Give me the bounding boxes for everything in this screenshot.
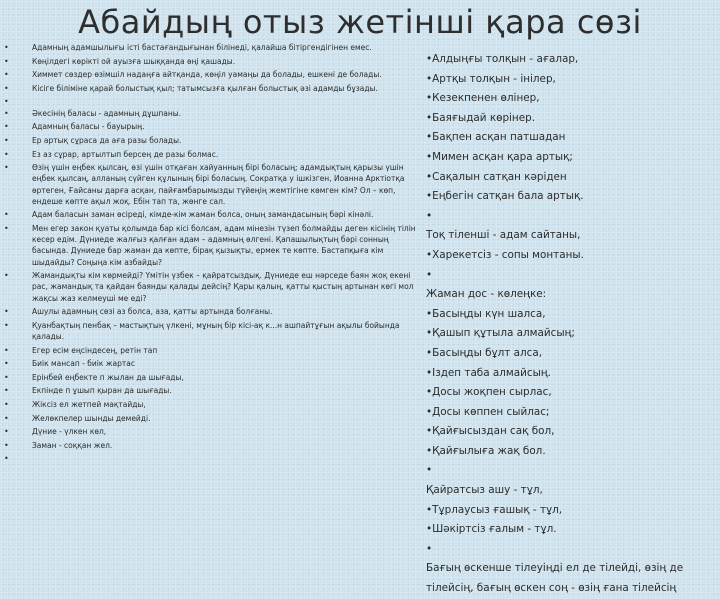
text-line: Жаман дос - көлеңке: [426, 288, 547, 301]
list-item: • Жамандықты кім көрмейді? Үмітін үзбек – қайратсыздық. Дүниеде еш нәрседе баян жоқ екені рас, жамандық та қайдан баянды қалады дейсің? Қары қалың, қатты қыстың артынан көгі мол жақсы жаз келмеуші ме еді? [4, 270, 416, 304]
text-line: •Іздеп таба алмайсың. [426, 366, 551, 379]
list-item: • Мен егер закон қуаты қолымда бар кісі болсам, адам мінезін түзеп болмайды деген кісінің тілін кесер едім. Дүниеде жалғыз қалған адам – адамның өлгені. Қапашылықтың бәрі сонның басында. Дүниеде бар жаман да көпте, бірақ қызықты, ермек те көпте. Бастапқыға кім шыдайды? Соңыңа кім азбайды? [4, 223, 416, 268]
list-item: • Адам баласын заман өсіреді, кімде-кім жаман болса, оның замандасының бәрі кінәлі. [4, 209, 416, 220]
list-item: • Дүние - үлкен көл, [4, 426, 416, 437]
text-line: •Қайғысыздан сақ бол, [426, 425, 555, 438]
text-line: •Басыңды бұлт алса, [426, 346, 543, 359]
list-item: • Адамның баласы - бауырың. [4, 121, 416, 132]
text-line: • [426, 209, 433, 222]
text-line: •Қайғылыға жақ бол. [426, 444, 546, 457]
list-item: • Химмет сөздер өзімшіл надаңға айтқанда, көңіл уамаңы да болады, ешкені де болады. [4, 69, 416, 80]
text-line: •Сақалын сатқан кәріден [426, 170, 567, 183]
text-line: Қайратсыз ашу - тұл, [426, 484, 543, 497]
list-item: • Қуанбақтың пенбақ – мастықтың үлкені, мұның бір кісі-ақ к...н ашпайтұғын ақылы бойында қалады. [4, 320, 416, 342]
left-column [4, 42, 416, 465]
list-item: • Жіксіз ел жетпей мақтайды, [4, 399, 416, 410]
text-line: •Кезекпенен өлінер, [426, 92, 540, 105]
text-line: •Досы көппен сыйлас; [426, 405, 550, 418]
list-item: • Ерінбей еңбекте п жылан да шығады, [4, 372, 416, 383]
text-line: •Бақпен асқан патшадан [426, 131, 566, 144]
page-title: Абайдың отыз жетінші қара сөзі [78, 3, 642, 41]
text-line: •Басыңды күн шалса, [426, 307, 546, 320]
text-line: •Баяғыдай көрінер. [426, 111, 536, 124]
list-item: • Желөкпелер шынды демейді. [4, 413, 416, 424]
text-line: • [426, 464, 433, 477]
text-line: •Еңбегін сатқан бала артық. [426, 190, 584, 203]
list-item: • Әкесінің баласы - адамның дұшпаны. [4, 108, 416, 119]
list-item: • Ез аз сұрар, артылтып берсең де разы болмас. [4, 149, 416, 160]
text-line: • [426, 268, 433, 281]
text-line: •Тұрлаусыз ғашық - тұл, [426, 503, 563, 516]
right-column [426, 50, 716, 599]
list-item: • Биік мансап - биік жартас [4, 358, 416, 369]
list-item: • Заман - соққан жел. [4, 440, 416, 451]
text-line: Тоқ тіленші - адам сайтаны, [426, 229, 581, 242]
list-item: • Ер артық сұраса да аға разы болады. [4, 135, 416, 146]
list-item: • Өзің үшін еңбек қылсаң, өзі үшін отқаған хайуанның бірі боласың; адамдықтың қарызы үшін еңбек қылсаң, алланың сүйген құлының бірі боласың. Сократқа у ішкізген, Иоанна Арктіотқа өртеген, Ғайсаны дарға асқан, пайғамбарымызды түйеңің жемтігіне көмген кім? Ол – көп, ендеше көпте ақыл жоқ. Ебін тап та, жөнге сал. [4, 162, 416, 207]
text-line: •Қашып құтыла алмайсың; [426, 327, 575, 340]
text-line: •Алдыңғы толқын - ағалар, [426, 53, 579, 65]
text-line: •Артқы толқын - інілер, [426, 72, 556, 85]
list-item: • Адамның адамшылығы істі бастағандығынан білінеді, қалайша бітіргендігінен емес. [4, 42, 416, 53]
list-item: • Ашулы адамның сөзі аз болса, аза, қатты артында болғаны. [4, 306, 416, 317]
text-line: Бағың өскенше тілеуіңді ел де тілейді, өзің де тілейсің, бағың өскен соң - өзің ғана тілейсің [426, 562, 684, 595]
text-line: • [426, 542, 433, 555]
list-item: • Кісіге біліміне қарай болыстық қыл; татымсызға қылған болыстық әзі адамды бұзады. [4, 83, 416, 94]
text-line: •Мимен асқан қара артық; [426, 150, 573, 163]
list-item [4, 453, 416, 462]
list-item: • Көңілдегі көрікті ой ауызға шыққанда өңі қашады. [4, 56, 416, 67]
list-item: • Екпінде п ұшып қыран да шығады. [4, 385, 416, 396]
text-line: •Харекетсіз - сопы монтаны. [426, 248, 584, 261]
text-line: •Шәкіртсіз ғалым - тұл. [426, 523, 557, 536]
list-item [4, 96, 416, 105]
list-item: • Егер есім еңсіндесең, ретін тап [4, 345, 416, 356]
text-line: •Досы жоқпен сырлас, [426, 386, 552, 399]
